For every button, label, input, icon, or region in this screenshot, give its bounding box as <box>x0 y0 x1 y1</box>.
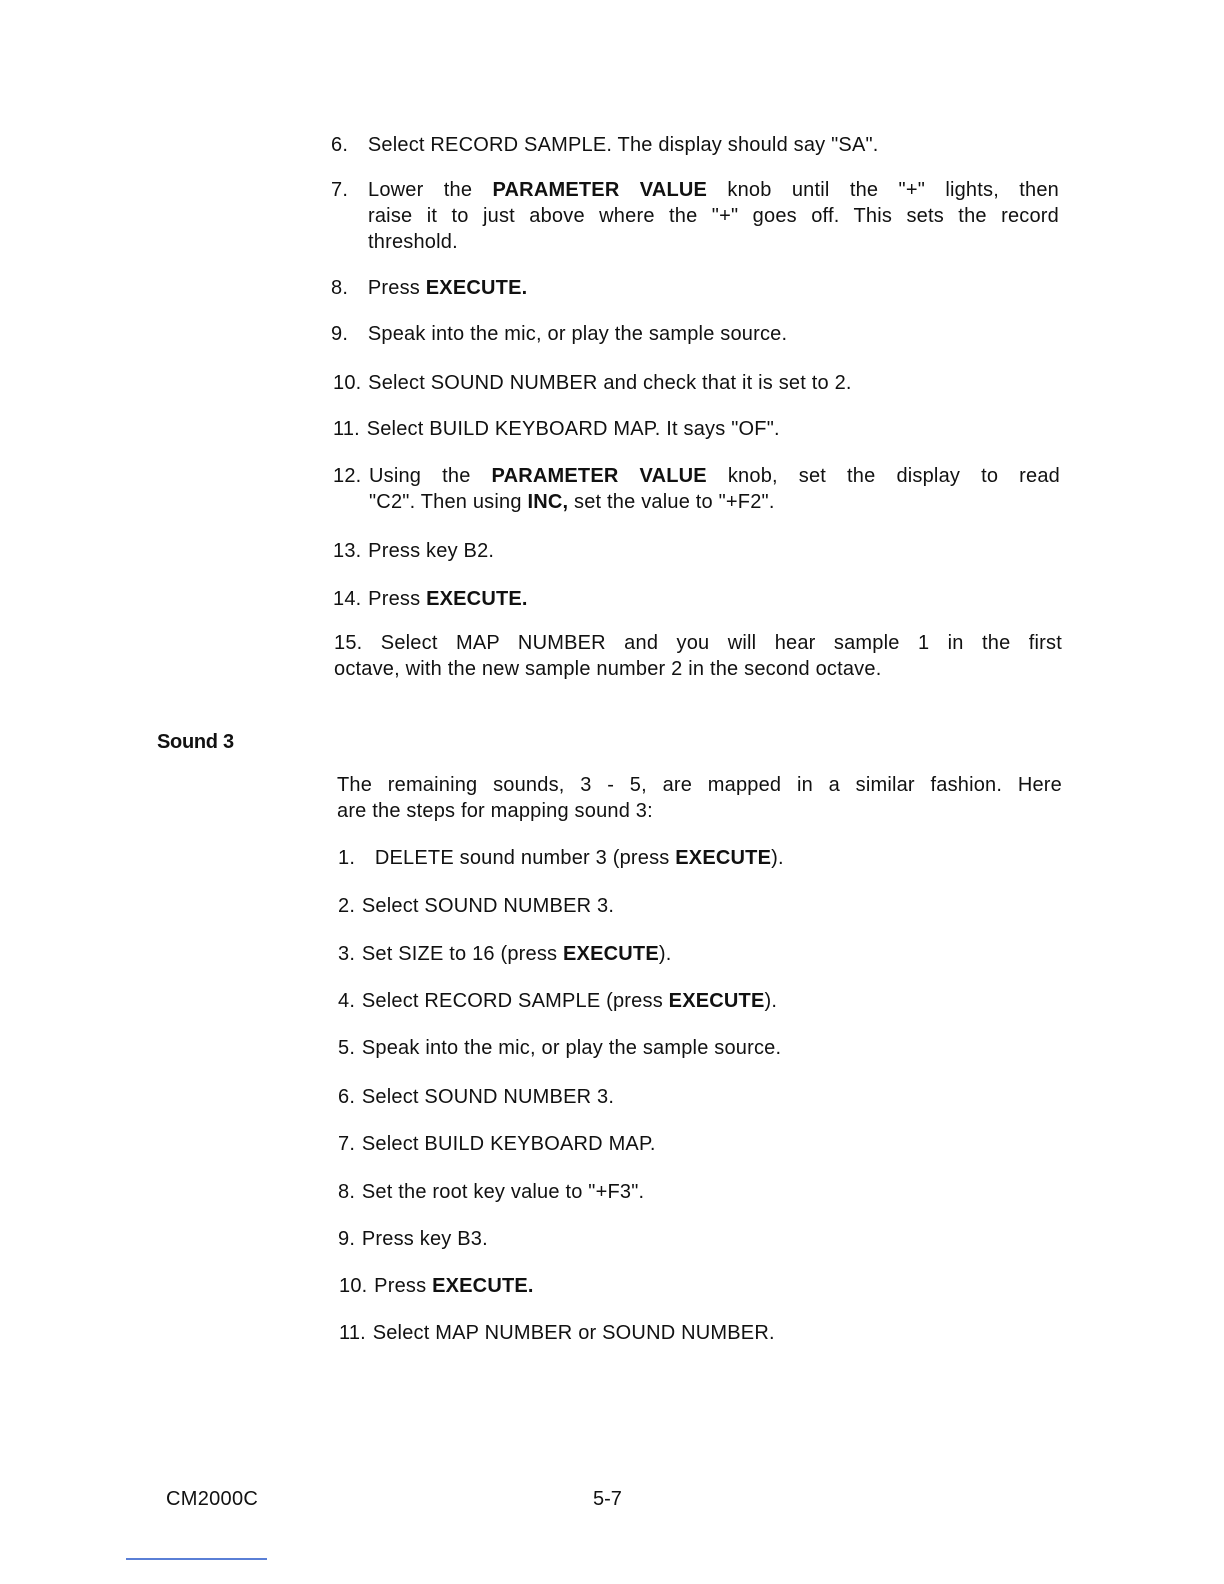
step-number: 11. <box>339 1322 366 1344</box>
step-number: 12. <box>333 465 362 487</box>
step-number: 15. <box>334 632 363 654</box>
step-8 <box>331 275 527 301</box>
step-7 <box>331 177 1059 255</box>
step-number: 10. <box>333 372 362 394</box>
footer-page-number: 5-7 <box>593 1488 622 1510</box>
step-number: 1. <box>338 847 356 869</box>
section-heading: Sound 3 <box>157 731 234 753</box>
step-text-pre: Lower the <box>368 179 493 201</box>
step-11 <box>333 416 780 442</box>
step-number: 9. <box>331 323 349 345</box>
step-line <box>334 630 1062 656</box>
step-number: 2. <box>338 895 356 917</box>
step-9b <box>338 1226 488 1252</box>
step-text-post: set the value to "+F2". <box>568 491 775 513</box>
step-text <box>368 177 1059 255</box>
step-number: 7. <box>331 179 349 201</box>
step-line <box>368 177 1059 203</box>
footer-rule <box>126 1558 267 1560</box>
step-text-bold: EXECUTE <box>668 990 765 1012</box>
step-number: 7. <box>338 1133 356 1155</box>
step-number: 14. <box>333 588 362 610</box>
step-text: Set the root key value to "+F3". <box>361 1181 645 1203</box>
step-1 <box>338 845 784 871</box>
step-8b <box>338 1179 644 1205</box>
step-text-bold: PARAMETER VALUE <box>492 179 708 201</box>
step-4 <box>338 988 777 1014</box>
step-text-pre: Using the <box>369 465 492 487</box>
step-text <box>369 463 1060 515</box>
step-5 <box>338 1035 781 1061</box>
intro-paragraph <box>337 772 1062 824</box>
step-text-post: ). <box>764 990 778 1012</box>
step-10b <box>339 1273 534 1299</box>
step-line <box>369 463 1060 489</box>
step-3 <box>338 941 672 967</box>
step-text-pre: "C2". Then using <box>369 491 528 513</box>
step-14 <box>333 586 528 612</box>
step-text: Select MAP NUMBER and you will hear sample 1 in the first <box>380 632 1063 654</box>
step-text-post: ). <box>658 943 672 965</box>
step-number: 11. <box>333 418 360 440</box>
step-text: Select SOUND NUMBER 3. <box>361 895 615 917</box>
step-text-bold: EXECUTE <box>675 847 772 869</box>
step-text-bold: EXECUTE. <box>425 277 528 299</box>
step-number: 8. <box>338 1181 356 1203</box>
footer-doc-id: CM2000C <box>166 1488 259 1510</box>
step-text: Speak into the mic, or play the sample source. <box>361 1037 782 1059</box>
step-text-bold: INC, <box>527 491 569 513</box>
step-13 <box>333 538 494 564</box>
step-number: 13. <box>333 540 362 562</box>
step-6 <box>331 132 879 158</box>
step-number: 3. <box>338 943 356 965</box>
step-number: 10. <box>339 1275 368 1297</box>
step-text-bold: EXECUTE. <box>432 1275 534 1297</box>
step-line: threshold. <box>368 231 458 253</box>
step-number: 4. <box>338 990 356 1012</box>
step-text-pre: Press <box>374 1275 433 1297</box>
intro-line: The remaining sounds, 3 - 5, are mapped in a similar fashion. Here <box>337 774 1062 796</box>
step-text-pre: DELETE sound number 3 (press <box>374 847 676 869</box>
step-2 <box>338 893 614 919</box>
step-text: Speak into the mic, or play the sample source. <box>367 323 788 345</box>
step-text: Press key B2. <box>368 540 495 562</box>
step-text: Select RECORD SAMPLE. The display should say "SA". <box>367 134 879 156</box>
step-12 <box>333 463 1060 515</box>
step-number: 9. <box>338 1228 356 1250</box>
step-text-pre: Press <box>368 588 427 610</box>
intro-line: are the steps for mapping sound 3: <box>337 800 653 822</box>
step-text: Press key B3. <box>361 1228 488 1250</box>
step-line <box>369 489 1060 515</box>
step-number: 6. <box>331 134 349 156</box>
step-text: Select MAP NUMBER or SOUND NUMBER. <box>372 1322 775 1344</box>
step-9 <box>331 321 787 347</box>
step-text: Select SOUND NUMBER 3. <box>361 1086 615 1108</box>
step-text-post: knob until the "+" lights, then <box>707 179 1060 201</box>
step-line: raise it to just above where the "+" goes off. This sets the record <box>368 205 1059 227</box>
step-6b <box>338 1084 614 1110</box>
step-text: Select BUILD KEYBOARD MAP. <box>361 1133 656 1155</box>
step-text-pre: Press <box>367 277 426 299</box>
step-line: octave, with the new sample number 2 in the second octave. <box>334 658 882 680</box>
step-11b <box>339 1320 775 1346</box>
step-text-post: ). <box>771 847 784 869</box>
step-text-bold: PARAMETER VALUE <box>491 465 707 487</box>
step-10 <box>333 370 852 396</box>
step-text-pre: Set SIZE to 16 (press <box>361 943 564 965</box>
step-text-pre: Select RECORD SAMPLE (press <box>361 990 669 1012</box>
step-text-bold: EXECUTE. <box>426 588 528 610</box>
step-text: Select BUILD KEYBOARD MAP. It says "OF". <box>366 418 780 440</box>
step-text-bold: EXECUTE <box>563 943 659 965</box>
step-number: 8. <box>331 277 349 299</box>
step-text: Select SOUND NUMBER and check that it is set to 2. <box>368 372 852 394</box>
step-number: 5. <box>338 1037 356 1059</box>
step-number: 6. <box>338 1086 356 1108</box>
step-7b <box>338 1131 656 1157</box>
step-15 <box>334 630 1062 682</box>
step-text-post: knob, set the display to read <box>706 465 1061 487</box>
